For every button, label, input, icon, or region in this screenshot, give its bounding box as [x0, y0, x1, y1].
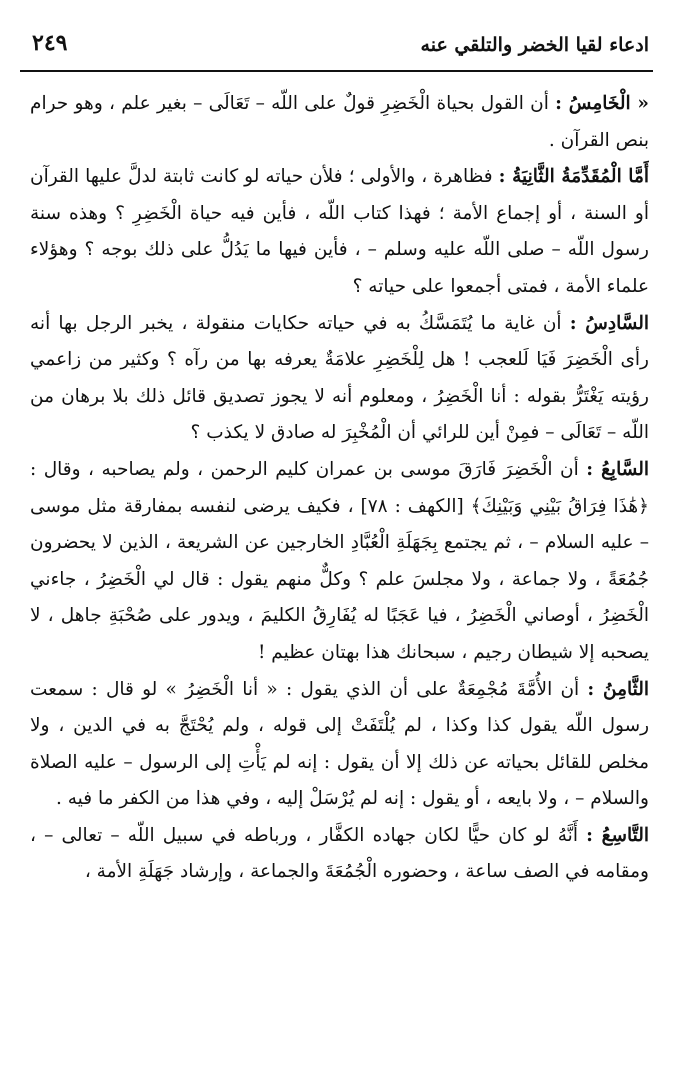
paragraph-heading: السَّادِسُ : — [569, 312, 649, 334]
paragraph-second-premise — [30, 159, 649, 305]
paragraph-text: أن الأُمَّةَ مُجْمِعَةٌ على أن الذي يقول : « أنا الْخَضِرُ » لو قال : سمعت رسول اللّه يقول كذا وكذا ، لم يُلْتَفَتْ إلى قوله ، ولم يُحْتَجَّ به في الدين ، ولا مخلص للقائل بحياته عن ذلك إلا أن يقول : إنه لم يَأْتِ إلى الرسول – عليه الصلاة والسلام – ، ولا بايعه ، أو يقول : إنه لم يُرْسَلْ إليه ، وفي هذا من الكفر ما فيه . — [30, 678, 649, 810]
paragraph-fifth — [30, 86, 649, 159]
paragraph-ninth — [30, 818, 649, 891]
paragraph-heading: الثَّامِنُ : — [587, 678, 649, 700]
paragraph-heading: التَّاسِعُ : — [586, 824, 649, 846]
paragraph-seventh — [30, 452, 649, 672]
paragraph-text: فظاهرة ، والأولى ؛ فلأن حياته لو كانت ثابتة لدلَّ عليها القرآن أو السنة ، أو إجماع الأمة ؛ فهذا كتاب اللّه ، فأين فيه حياة الْخَضِرِ ؟ وهذه سنة رسول اللّه – صلى اللّه عليه وسلم – ، فأين فيها ما يَدُلُّ على ذلك بوجه ؟ وهؤلاء علماء الأمة ، فمتى أجمعوا على حياته ؟ — [30, 166, 649, 297]
paragraph-eighth — [30, 672, 649, 818]
paragraph-heading: السَّابِعُ : — [586, 458, 649, 480]
body-text — [30, 86, 649, 1066]
running-title: ادعاء لقيا الخضر والتلقي عنه — [420, 34, 649, 56]
page-number: ٢٤٩ — [32, 30, 68, 56]
paragraph-text: أَنَّهُ لو كان حيًّا لكان جهاده الكفَّار ، ورباطه في سبيل اللّه – تعالى – ، ومقامه في الصف ساعة ، وحضوره الْجُمُعَةَ والجماعة ، وإرشاد جَهَلَةِ الأمة ، — [30, 824, 649, 883]
paragraph-sixth — [30, 306, 649, 452]
paragraph-heading: « الْخَامِسُ : — [555, 93, 649, 114]
paragraph-text: أن غاية ما يُتَمَسَّكُ به في حياته حكايات منقولة ، يخبر الرجل بها أنه رأى الْخَضِرَ فَيَا لَلعجب ! هل لِلْخَضِرِ علامَةٌ يعرفه بها من رآه ؟ وكثير من زاعمي رؤيته يَغْتَرُّ بقوله : أنا الْخَضِرُ ، ومعلوم أنه لا يجوز تصديق قائل ذلك بلا برهان من اللّه – تَعَالَى – فمِنْ أين للرائي أن الْمُخْبِرَ له صادق لا يكذب ؟ — [30, 312, 649, 444]
paragraph-text: أن القول بحياة الْخَضِرِ قولٌ على اللّه – تَعَالَى – بغير علم ، وهو حرام بنص القرآن . — [30, 93, 649, 151]
paragraph-heading: أَمَّا الْمُقَدِّمَةُ الثَّانِيَةُ : — [498, 166, 649, 188]
header-rule — [20, 70, 653, 72]
running-header — [18, 28, 667, 68]
paragraph-text: أن الْخَضِرَ فَارَقَ موسى بن عمران كليم الرحمن ، ولم يصاحبه ، وقال : ﴿هَٰذَا فِرَاقُ بَيْنِي وَبَيْنِكَ﴾ [الكهف : ٧٨] ، فكيف يرضى لنفسه بمفارقة مثل موسى – عليه السلام – ، ثم يجتمع بِجَهَلَةِ الْعُبَّادِ الخارجين عن الشريعة ، الذين لا يحضرون جُمُعَةً ، ولا جماعة ، ولا مجلسَ علم ؟ وكلٌّ منهم يقول : قال لي الْخَضِرُ ، جاءني الْخَضِرُ ، أوصاني الْخَضِرُ ، فيا عَجَبًا له يُفَارِقُ الكليمَ ، ويدور على صُحْبَةِ جاهل ، لا يصحبه إلا شيطان رجيم ، سبحانك هذا بهتان عظيم ! — [30, 458, 649, 663]
